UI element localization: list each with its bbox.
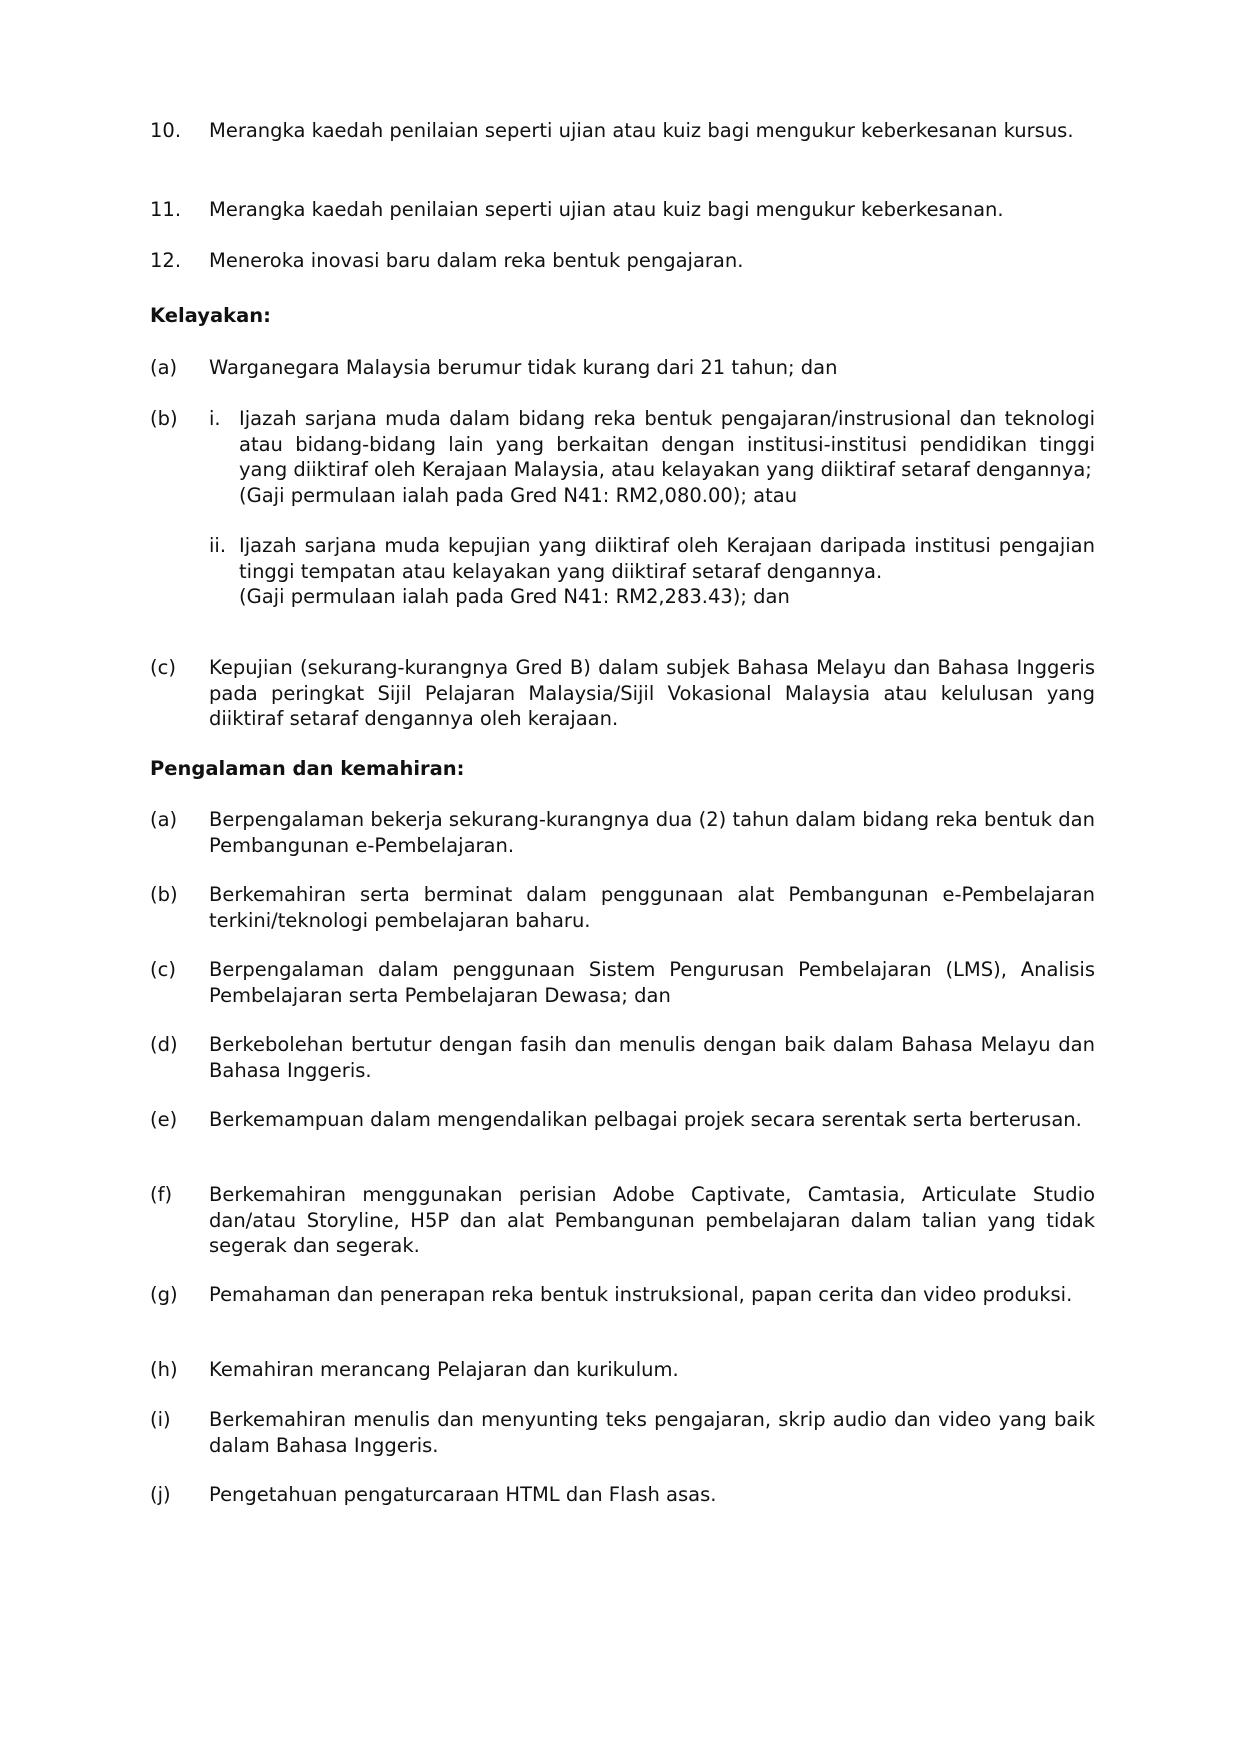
item-subitems [209,406,1095,610]
item-text: Berkemahiran menggunakan perisian Adobe Captivate, Camtasia, Articulate Studio dan/atau Storyline, H5P dan alat Pembangunan pembelajaran dalam talian yang tidak segerak dan segerak. [209,1183,1095,1257]
experience-item-g [150,1282,1095,1308]
item-label: (d) [150,1033,178,1056]
item-label: (c) [150,958,176,981]
item-number: 11. [150,198,182,221]
subitem-text: Ijazah sarjana muda kepujian yang diiktiraf oleh Kerajaan daripada institusi pengajian tinggi tempatan atau kelayakan yang diiktiraf setaraf dengannya. [239,534,1095,583]
item-text: Kepujian (sekurang-kurangnya Gred B) dalam subjek Bahasa Melayu dan Bahasa Inggeris pada peringkat Sijil Pelajaran Malaysia/Sijil Vokasional Malaysia atau kelulusan yang diiktiraf setaraf dengannya oleh kerajaan. [209,656,1095,730]
experience-item-b [150,882,1095,933]
subitem-i [209,406,1095,508]
item-text: Berpengalaman dalam penggunaan Sistem Pengurusan Pembelajaran (LMS), Analisis Pembelajaran serta Pembelajaran Dewasa; dan [209,958,1095,1007]
item-label: (b) [150,407,178,430]
experience-item-a [150,807,1095,858]
item-text: Merangka kaedah penilaian seperti ujian atau kuiz bagi mengukur keberkesanan kursus. [209,119,1074,142]
duty-item-10 [150,118,1095,144]
salary-note: (Gaji permulaan ialah pada Gred N41: RM2,283.43); dan [239,585,790,608]
item-text: Kemahiran merancang Pelajaran dan kurikulum. [209,1358,679,1381]
item-text: Pemahaman dan penerapan reka bentuk instruksional, papan cerita dan video produksi. [209,1283,1073,1306]
qualification-item-a [150,355,1095,381]
section-heading-experience: Pengalaman dan kemahiran: [150,757,465,780]
experience-item-h [150,1357,1095,1383]
item-label: (a) [150,808,178,831]
subitem-ii [209,533,1095,610]
item-text: Berkemahiran menulis dan menyunting teks pengajaran, skrip audio dan video yang baik dalam Bahasa Inggeris. [209,1408,1095,1457]
roman-numeral: i. [209,407,221,430]
item-label: (i) [150,1408,171,1431]
item-text: Warganegara Malaysia berumur tidak kurang dari 21 tahun; dan [209,356,838,379]
item-text: Berkebolehan bertutur dengan fasih dan menulis dengan baik dalam Bahasa Melayu dan Bahasa Inggeris. [209,1033,1095,1082]
experience-item-c [150,957,1095,1008]
experience-item-i [150,1407,1095,1458]
roman-numeral: ii. [209,534,227,557]
item-text: Pengetahuan pengaturcaraan HTML dan Flash asas. [209,1483,717,1506]
section-heading-qualifications: Kelayakan: [150,304,271,327]
salary-note: (Gaji permulaan ialah pada Gred N41: RM2,080.00); atau [239,483,798,507]
item-label: (b) [150,883,178,906]
item-label: (e) [150,1108,178,1131]
subitem-text: Ijazah sarjana muda dalam bidang reka bentuk pengajaran/instrusional dan teknologi atau bidang-bidang lain yang berkaitan dengan institusi-institusi pendidikan tinggi yang diiktiraf oleh Kerajaan Malaysia, atau kelayakan yang diiktiraf setaraf dengannya; [239,407,1095,481]
item-label: (j) [150,1483,171,1506]
duty-item-11 [150,197,1095,223]
item-text: Berkemampuan dalam mengendalikan pelbagai projek secara serentak serta berterusan. [209,1108,1082,1131]
item-label: (a) [150,356,178,379]
item-text: Merangka kaedah penilaian seperti ujian atau kuiz bagi mengukur keberkesanan. [209,198,1004,221]
item-number: 12. [150,249,182,272]
experience-item-d [150,1032,1095,1083]
item-label: (f) [150,1183,173,1206]
item-text: Berpengalaman bekerja sekurang-kurangnya dua (2) tahun dalam bidang reka bentuk dan Pembangunan e-Pembelajaran. [209,808,1095,857]
experience-item-e [150,1107,1095,1133]
qualification-item-c [150,655,1095,732]
experience-item-f [150,1182,1095,1259]
duty-item-12 [150,248,1095,274]
item-number: 10. [150,119,182,142]
item-label: (c) [150,656,176,679]
item-label: (g) [150,1283,178,1306]
item-label: (h) [150,1358,178,1381]
item-text: Berkemahiran serta berminat dalam penggunaan alat Pembangunan e-Pembelajaran terkini/teknologi pembelajaran baharu. [209,883,1095,932]
item-text: Meneroka inovasi baru dalam reka bentuk pengajaran. [209,249,744,272]
qualification-item-b [150,406,1095,610]
experience-item-j [150,1482,1095,1508]
